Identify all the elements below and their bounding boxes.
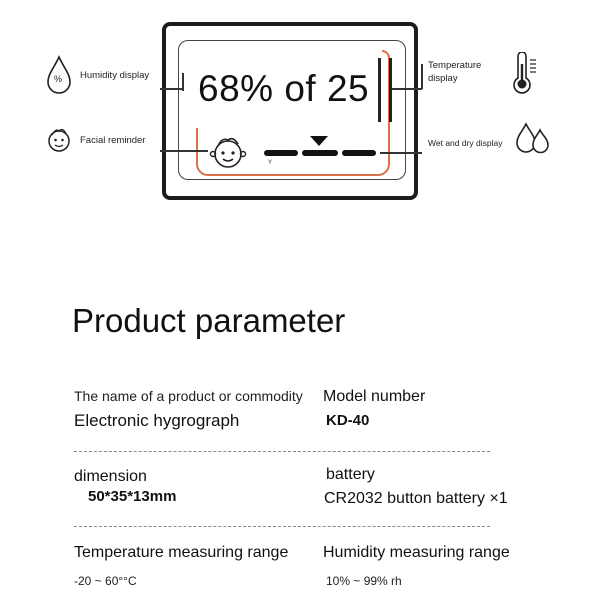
wet-dry-segment-left — [264, 150, 298, 156]
divider — [74, 526, 490, 527]
wet-dry-segment-right — [342, 150, 376, 156]
battery-label: battery — [326, 466, 375, 483]
dimension-label: dimension — [74, 468, 147, 485]
temperature-digits — [378, 58, 392, 122]
water-drops-icon — [512, 118, 552, 158]
humidity-display-label: Humidity display — [80, 70, 150, 81]
wet-dry-segment-middle — [302, 150, 338, 156]
model-number-value: KD-40 — [326, 412, 370, 429]
facial-reminder-icon — [44, 125, 74, 155]
wet-dry-pointer — [310, 136, 328, 146]
divider — [74, 451, 490, 452]
temperature-display-label-line2: display — [428, 73, 458, 84]
wet-dry-display-label: Wet and dry display — [428, 138, 503, 148]
battery-value: CR2032 button battery ×1 — [324, 490, 508, 507]
humidity-range-label: Humidity measuring range — [323, 544, 510, 561]
temperature-range-label: Temperature measuring range — [74, 544, 289, 561]
wet-dry-callout-line — [380, 152, 422, 154]
temperature-callout-line-vertical — [421, 64, 423, 89]
thermometer-icon — [512, 52, 538, 94]
dimension-value: 50*35*13mm — [88, 488, 177, 505]
humidity-range-value: 10% ~ 99% rh — [326, 574, 402, 588]
tiny-mark: Y — [268, 160, 273, 166]
facial-reminder-label: Facial reminder — [80, 135, 146, 146]
temperature-range-value: -20 ~ 60°°C — [74, 574, 137, 588]
humidity-reading: 68% of 25 — [198, 68, 370, 109]
baby-face-icon — [208, 134, 248, 170]
humidity-callout-line-horizontal — [160, 88, 184, 90]
product-name-value: Electronic hygrograph — [74, 411, 240, 430]
temperature-display-label-line1: Temperature — [428, 60, 482, 71]
facial-callout-line — [160, 150, 208, 152]
model-number-label: Model number — [323, 388, 426, 405]
temperature-callout-line — [392, 88, 422, 90]
humidity-icon-glyph: % — [54, 74, 63, 84]
section-title: Product parameter — [72, 302, 346, 339]
product-name-label: The name of a product or commodity — [74, 388, 303, 404]
